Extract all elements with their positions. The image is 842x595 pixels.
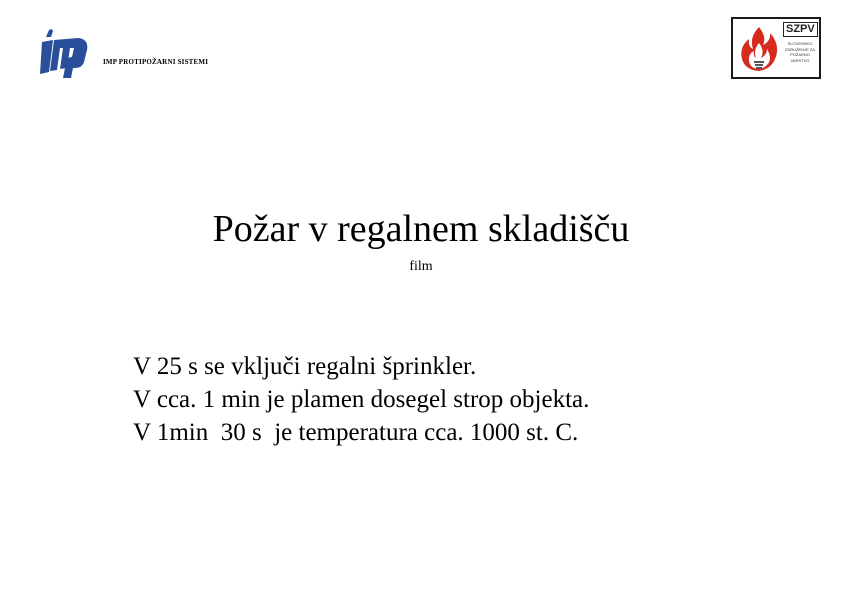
- imp-logo-icon: [40, 28, 92, 78]
- body-line: V 1min 30 s je temperatura cca. 1000 st. C.: [133, 419, 579, 446]
- body-line: V cca. 1 min je plamen dosegel strop objekta.: [133, 386, 590, 413]
- company-caption: IMP PROTIPOŽARNI SISTEMI: [103, 58, 209, 66]
- slide-body: [133, 350, 589, 449]
- szpv-subtitle: SLOVENSKO ZDRUŽENJE ZA POŽARNO VARSTVO: [785, 41, 815, 63]
- szpv-title: SZPV: [783, 22, 818, 37]
- slide-subtitle: film: [409, 259, 433, 274]
- szpv-logo-icon: [731, 17, 821, 79]
- flame-icon: [737, 25, 781, 75]
- body-line: V 25 s se vključi regalni šprinkler.: [133, 353, 477, 380]
- slide-title: Požar v regalnem skladišču: [212, 208, 630, 250]
- szpv-logo-frame: [731, 17, 821, 79]
